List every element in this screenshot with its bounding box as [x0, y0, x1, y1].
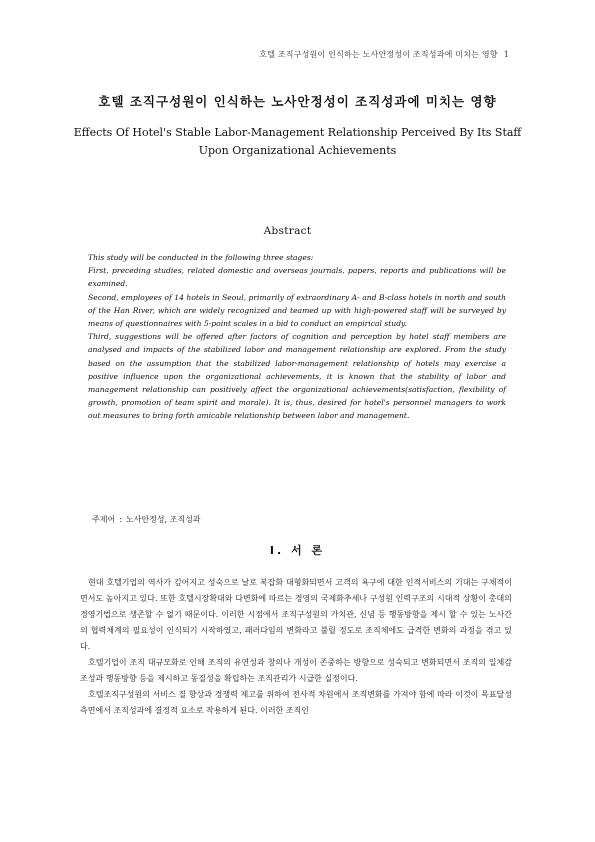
introduction-body — [80, 575, 512, 719]
paper-title-english-line1: Effects Of Hotel's Stable Labor-Management Relationship Perceived By Its Staff — [73, 126, 522, 139]
keywords-separator: : — [119, 515, 122, 524]
abstract-heading: Abstract — [263, 225, 312, 237]
body-paragraph: 호텔조직구성원의 서비스 질 향상과 경쟁력 제고를 위하여 전사적 차원에서 조직변화를 가져야 함에 따라 이것이 목표달성측면에서 조직성과에 결정적 요소로 작용하게 된다. 이러한 조직인 — [80, 690, 512, 715]
running-header — [259, 50, 509, 60]
paper-title-english — [60, 124, 535, 160]
paper-title-english-line2: Upon Organizational Achievements — [198, 144, 397, 157]
body-paragraph: 현대 호텔기업의 역사가 깊어지고 성숙으로 날로 복잡화 대형화되면서 고객의 욕구에 대한 인적서비스의 기대는 구체적이면서도 높아지고 있다. 또한 호텔시장확대와 다변화에 따르는 경영의 국제화추세나 구성원 인력구조의 시대적 상황이 총대의 경영기법으로 생존할 수 없기 때문이다. 이러한 시점에서 조직구성원의 가치관, 신념 등 행동방향을 제시 할 수 있는 노사간의 협력체계의 필요성이 인식되기 시작하였고, 패러다임의 변화라고 불릴 정도로 조직체에도 급격한 변화의 과정을 겪고 있다. — [80, 578, 512, 651]
keywords-label: 주제어 — [92, 515, 116, 524]
abstract-paragraph: Third, suggestions will be offered after factors of cognition and perception by hotel staff members are analysed and impacts of the stabilized labor and management relationship are explored. From the study based on the assumption that the stabilized labor-management relationship of hotels may exercise a positive influence upon the organizational achievements, it is known that the stability of labor and management relationship can positively affect the organizational achievements(satisfaction, flexibility of growth, promotion of team spirit and morale). It is, thus, desired for hotel's personnel managers to work out measures to bring forth amicable relationship between labor and management. — [88, 332, 506, 421]
abstract-paragraph: First, preceding studies, related domestic and overseas journals, papers, reports and publications will be examined. — [88, 266, 506, 289]
paper-title-korean: 호텔 조직구성원이 인식하는 노사안정성이 조직성과에 미치는 영향 — [98, 94, 497, 109]
abstract-paragraph: This study will be conducted in the following three stages: — [88, 253, 314, 262]
keywords — [92, 514, 201, 526]
abstract-body — [88, 251, 506, 423]
body-paragraph: 호텔기업이 조직 대규모화로 인해 조직의 유연성과 창의나 개성이 존중하는 방향으로 성숙되고 변화되면서 조직의 일체감 조성과 행동방향 등을 제시하고 동질성을 확립하는 조직관리가 시급한 실정이다. — [80, 658, 512, 683]
keywords-terms: 노사안정성, 조직성과 — [125, 515, 201, 524]
abstract-paragraph: Second, employees of 14 hotels in Seoul, primarily of extraordinary A- and B-class hotels in north and south of the Han River, which are widely recognized and teamed up with high-powered staff will be surveyed by means of questionnaires with 5-point scales in a bid to conduct an empirical study. — [88, 292, 506, 329]
running-title: 호텔 조직구성원이 인식하는 노사안정성이 조직성과에 미치는 영향 — [259, 50, 498, 59]
section-heading-introduction: Ⅰ. 서 론 — [269, 544, 326, 557]
page-number: 1 — [503, 50, 509, 59]
